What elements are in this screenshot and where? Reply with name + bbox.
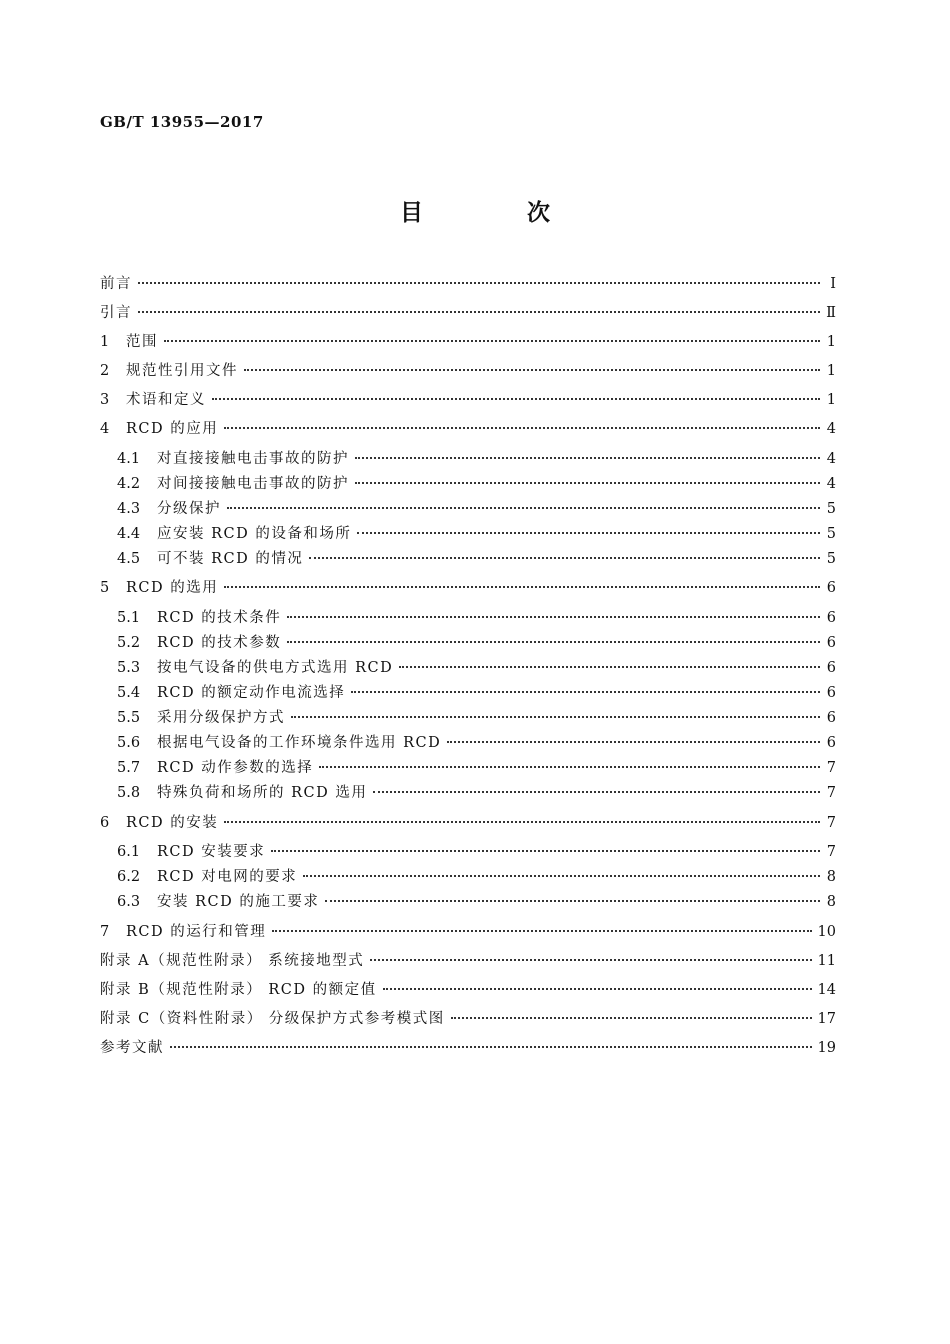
toc-entry-number: 2 [100, 363, 110, 379]
toc-entry[interactable] [117, 498, 836, 520]
toc-entry-page: 6 [826, 660, 836, 676]
standard-code: GB/T 13955—2017 [100, 113, 264, 131]
toc-entry-page: Ⅰ [830, 276, 836, 292]
toc-entry[interactable] [117, 782, 836, 804]
dot-leader [370, 959, 811, 961]
toc-entry[interactable] [117, 657, 836, 679]
dot-leader [138, 311, 820, 313]
toc-entry-number: 5.4 [117, 685, 141, 701]
toc-entry-label: 按电气设备的供电方式选用 RCD [157, 660, 394, 676]
toc-entry-number: 5.1 [117, 610, 141, 626]
toc-entry-page: 4 [826, 451, 836, 467]
toc-entry-label: 引言 [100, 305, 132, 321]
dot-leader [373, 791, 820, 793]
dot-leader [351, 691, 820, 693]
dot-leader [224, 427, 820, 429]
dot-leader [272, 930, 811, 932]
toc-entry-page: 7 [826, 844, 836, 860]
toc-entry[interactable] [100, 360, 836, 382]
toc-entry-label: 根据电气设备的工作环境条件选用 RCD [157, 735, 442, 751]
dot-leader [227, 507, 820, 509]
toc-entry-number: 1 [100, 334, 110, 350]
toc-entry-number: 5.5 [117, 710, 141, 726]
toc-entry-label: 分级保护 [157, 501, 221, 517]
toc-entry-page: 6 [826, 685, 836, 701]
toc-entry-number: 3 [100, 392, 110, 408]
toc-entry-number: 5.6 [117, 735, 141, 751]
toc-entry-label: 应安装 RCD 的设备和场所 [157, 526, 352, 542]
dot-leader [224, 821, 820, 823]
toc-entry[interactable] [117, 448, 836, 470]
toc-entry-number: 4 [100, 421, 110, 437]
toc-entry-page: 5 [826, 501, 836, 517]
toc-entry-label: 参考文献 [100, 1040, 164, 1056]
toc-entry-number: 4.5 [117, 551, 141, 567]
toc-entry[interactable] [117, 682, 836, 704]
toc-entry-label: RCD 的技术参数 [157, 635, 282, 651]
toc-entry-page: 14 [817, 982, 836, 998]
toc-entry[interactable] [100, 273, 836, 295]
toc-entry[interactable] [117, 548, 836, 570]
toc-entry-page: 6 [826, 735, 836, 751]
toc-entry-page: 5 [826, 551, 836, 567]
toc-entry-label: RCD 的技术条件 [157, 610, 282, 626]
toc-entry-number: 5.2 [117, 635, 141, 651]
toc-entry-number: 4.2 [117, 476, 141, 492]
toc-entry-page: 1 [826, 392, 836, 408]
toc-entry-page: 5 [826, 526, 836, 542]
toc-entry-label: RCD 的额定动作电流选择 [157, 685, 346, 701]
toc-entry[interactable] [117, 473, 836, 495]
page-title: 目 次 [399, 199, 598, 226]
toc-entry-number: 6.2 [117, 869, 141, 885]
toc-entry-label: 采用分级保护方式 [157, 710, 285, 726]
toc-entry-label: 范围 [126, 334, 158, 350]
toc-entry[interactable] [100, 1008, 836, 1030]
toc-entry-label: 规范性引用文件 [126, 363, 238, 379]
toc-entry-label: RCD 的应用 [126, 421, 219, 437]
toc-entry[interactable] [117, 523, 836, 545]
toc-entry-page: 1 [826, 334, 836, 350]
toc-entry-label: 特殊负荷和场所的 RCD 选用 [157, 785, 368, 801]
toc-entry[interactable] [100, 331, 836, 353]
toc-entry-label: RCD 的安装 [126, 815, 219, 831]
dot-leader [303, 875, 820, 877]
toc-entry-label: 可不装 RCD 的情况 [157, 551, 304, 567]
toc-entry[interactable] [117, 632, 836, 654]
toc-entry[interactable] [117, 891, 836, 913]
dot-leader [164, 340, 820, 342]
dot-leader [383, 988, 812, 990]
toc-entry-label: 术语和定义 [126, 392, 206, 408]
toc-entry[interactable] [117, 607, 836, 629]
toc-entry-label: 对间接接触电击事故的防护 [157, 476, 349, 492]
toc-entry[interactable] [100, 1037, 836, 1059]
toc-entry-page: 11 [817, 953, 836, 969]
toc-entry[interactable] [100, 950, 836, 972]
toc-entry-page: 8 [826, 869, 836, 885]
toc-entry-label: 前言 [100, 276, 132, 292]
dot-leader [291, 716, 820, 718]
dot-leader [355, 457, 820, 459]
toc-entry-number: 5 [100, 580, 110, 596]
toc-entry-page: 7 [826, 815, 836, 831]
toc-entry[interactable] [100, 577, 836, 599]
toc-entry[interactable] [100, 302, 836, 324]
dot-leader [355, 482, 820, 484]
dot-leader [212, 398, 820, 400]
dot-leader [319, 766, 820, 768]
toc-entry-number: 4.1 [117, 451, 141, 467]
toc-entry-label: RCD 的选用 [126, 580, 219, 596]
toc-entry-number: 6 [100, 815, 110, 831]
toc-entry-page: 4 [826, 476, 836, 492]
dot-leader [447, 741, 820, 743]
dot-leader [287, 641, 820, 643]
toc-entry-page: 19 [817, 1040, 836, 1056]
toc-entry[interactable] [100, 921, 836, 943]
toc-entry-page: 1 [826, 363, 836, 379]
dot-leader [451, 1017, 812, 1019]
dot-leader [287, 616, 820, 618]
toc-entry-page: 4 [826, 421, 836, 437]
toc-entry[interactable] [117, 732, 836, 754]
toc-entry-number: 6.1 [117, 844, 141, 860]
dot-leader [357, 532, 820, 534]
toc-entry[interactable] [117, 707, 836, 729]
toc-entry-label: RCD 安装要求 [157, 844, 266, 860]
dot-leader [309, 557, 820, 559]
dot-leader [325, 900, 820, 902]
toc-entry-label: RCD 的运行和管理 [126, 924, 267, 940]
toc-entry[interactable] [117, 841, 836, 863]
toc-entry-label: 附录 A（规范性附录） 系统接地型式 [100, 953, 365, 969]
toc-entry-page: 17 [817, 1011, 836, 1027]
dot-leader [271, 850, 820, 852]
toc-entry-label: RCD 对电网的要求 [157, 869, 298, 885]
dot-leader [170, 1046, 812, 1048]
toc-entry-number: 7 [100, 924, 110, 940]
toc-entry-label: 附录 C（资料性附录） 分级保护方式参考模式图 [100, 1011, 445, 1027]
toc-entry-number: 5.3 [117, 660, 141, 676]
toc-entry[interactable] [117, 866, 836, 888]
toc-entry-page: 6 [826, 580, 836, 596]
toc-entry-label: 对直接接触电击事故的防护 [157, 451, 349, 467]
toc-entry-page: Ⅱ [826, 305, 836, 321]
toc-entry-label: 附录 B（规范性附录） RCD 的额定值 [100, 982, 377, 998]
toc-entry-page: 7 [826, 785, 836, 801]
toc-entry-number: 6.3 [117, 894, 141, 910]
toc-entry-label: 安装 RCD 的施工要求 [157, 894, 320, 910]
toc-entry-number: 5.7 [117, 760, 141, 776]
toc-entry-number: 4.4 [117, 526, 141, 542]
toc-entry-label: RCD 动作参数的选择 [157, 760, 314, 776]
toc-entry-page: 6 [826, 610, 836, 626]
dot-leader [224, 586, 820, 588]
toc-entry-page: 6 [826, 710, 836, 726]
toc-entry-page: 6 [826, 635, 836, 651]
toc-entry-page: 8 [826, 894, 836, 910]
toc-entry[interactable] [100, 812, 836, 834]
toc-entry[interactable] [100, 389, 836, 411]
dot-leader [138, 282, 820, 284]
toc-entry-number: 5.8 [117, 785, 141, 801]
toc-entry[interactable] [100, 418, 836, 440]
toc-entry-number: 4.3 [117, 501, 141, 517]
toc-entry-page: 10 [817, 924, 836, 940]
toc-entry[interactable] [117, 757, 836, 779]
dot-leader [244, 369, 820, 371]
toc-entry-page: 7 [826, 760, 836, 776]
toc-entry[interactable] [100, 979, 836, 1001]
dot-leader [399, 666, 820, 668]
